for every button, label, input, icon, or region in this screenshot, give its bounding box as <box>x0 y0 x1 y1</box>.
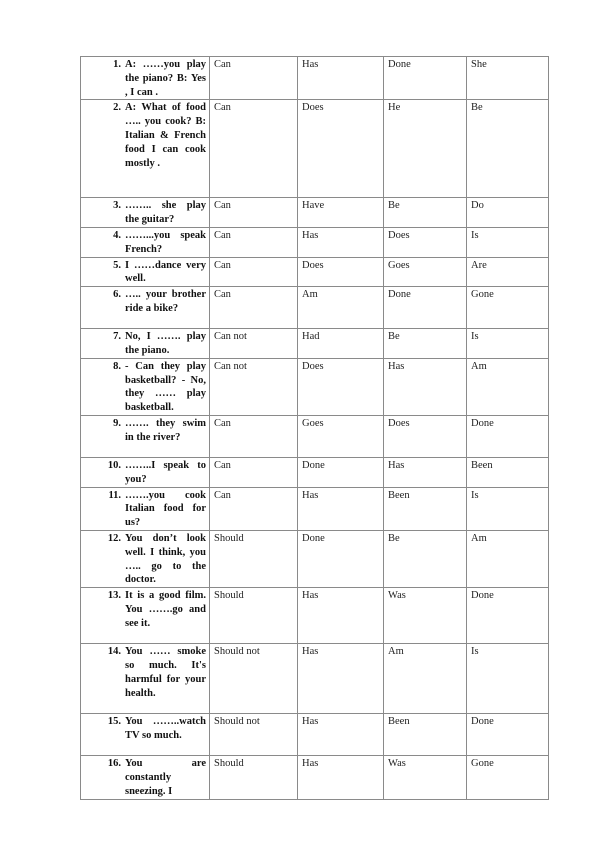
question-number: 15. <box>107 716 121 728</box>
answer-option: Had <box>298 329 384 359</box>
question-row <box>81 644 549 714</box>
answer-option: She <box>467 57 549 100</box>
question-row <box>81 588 549 644</box>
question-cell <box>81 287 210 329</box>
answer-option: Goes <box>298 415 384 457</box>
question-text: A: ……you play the piano? B: Yes , I can . <box>125 59 206 98</box>
answer-option: Is <box>467 329 549 359</box>
answer-option: Has <box>298 756 384 799</box>
answer-option: Gone <box>467 287 549 329</box>
answer-option: Was <box>384 756 467 799</box>
answer-option: Am <box>384 644 467 714</box>
question-number: 14. <box>107 646 121 658</box>
question-number: 11. <box>108 489 121 501</box>
question-row <box>81 198 549 228</box>
question-cell <box>81 329 210 359</box>
question-row <box>81 530 549 587</box>
answer-option: Has <box>298 714 384 756</box>
question-text: ……. they swim in the river? <box>125 417 206 443</box>
answer-option: Done <box>298 457 384 487</box>
answer-option: Is <box>467 487 549 530</box>
answer-option: Is <box>467 227 549 257</box>
answer-option: Has <box>298 644 384 714</box>
question-number: 10. <box>107 459 121 471</box>
question-number: 8. <box>113 360 121 372</box>
answer-option: Has <box>384 457 467 487</box>
answer-option: Can <box>210 415 298 457</box>
question-number: 7. <box>113 331 121 343</box>
question-text: You ……..watch TV so much. <box>125 716 206 741</box>
answer-option: Are <box>467 257 549 287</box>
question-text: It is a good film. You …….go and see it. <box>125 590 206 629</box>
answer-option: Can not <box>210 358 298 415</box>
question-text: - Can they play basketball? - No, they …… play basketball. <box>125 360 206 414</box>
answer-option: Been <box>384 714 467 756</box>
answer-option: Has <box>298 588 384 644</box>
question-text: …….. she play the guitar? <box>125 200 206 226</box>
question-row <box>81 487 549 530</box>
question-row <box>81 358 549 415</box>
answer-option: Was <box>384 588 467 644</box>
answer-option: Should not <box>210 644 298 714</box>
answer-option: Done <box>467 415 549 457</box>
question-number: 3. <box>113 200 121 212</box>
answer-option: Be <box>384 198 467 228</box>
question-cell <box>81 457 210 487</box>
question-text: ……..I speak to you? <box>125 459 206 485</box>
question-row <box>81 257 549 287</box>
question-text: No, I ……. play the piano. <box>125 331 206 356</box>
question-number: 13. <box>107 590 121 602</box>
answer-option: Done <box>467 588 549 644</box>
answer-option: Gone <box>467 756 549 799</box>
question-cell <box>81 257 210 287</box>
question-cell <box>81 57 210 100</box>
question-number: 4. <box>113 229 121 241</box>
answer-option: Done <box>298 530 384 587</box>
answer-option: Does <box>384 227 467 257</box>
question-text: You are constantly sneezing. I <box>125 758 206 797</box>
answer-option: Be <box>467 100 549 198</box>
answer-option: Have <box>298 198 384 228</box>
question-number: 12. <box>107 532 121 544</box>
question-text: ….. your brother ride a bike? <box>125 289 206 314</box>
answer-option: Has <box>298 227 384 257</box>
answer-option: Goes <box>384 257 467 287</box>
question-cell <box>81 714 210 756</box>
answer-option: Does <box>298 358 384 415</box>
answer-option: Does <box>384 415 467 457</box>
question-row <box>81 457 549 487</box>
question-row <box>81 714 549 756</box>
answer-option: Can <box>210 198 298 228</box>
question-text: I ……dance very well. <box>125 259 206 285</box>
question-row <box>81 227 549 257</box>
answer-option: Can <box>210 227 298 257</box>
answer-option: Has <box>298 487 384 530</box>
answer-option: Can not <box>210 329 298 359</box>
question-row <box>81 100 549 198</box>
answer-option: Can <box>210 487 298 530</box>
question-cell <box>81 358 210 415</box>
answer-option: Should <box>210 530 298 587</box>
question-text: A: What of food ….. you cook? B: Italian & French food I can cook mostly . <box>125 102 206 169</box>
question-number: 5. <box>113 259 121 271</box>
answer-option: Should <box>210 588 298 644</box>
answer-option: Be <box>384 530 467 587</box>
answer-option: Should not <box>210 714 298 756</box>
answer-option: Can <box>210 257 298 287</box>
answer-option: Be <box>384 329 467 359</box>
question-cell <box>81 415 210 457</box>
quiz-table-body <box>81 57 549 800</box>
answer-option: Should <box>210 756 298 799</box>
question-number: 2. <box>113 102 121 114</box>
answer-option: Can <box>210 287 298 329</box>
answer-option: Can <box>210 100 298 198</box>
question-cell <box>81 644 210 714</box>
answer-option: Do <box>467 198 549 228</box>
answer-option: Done <box>467 714 549 756</box>
answer-option: Does <box>298 100 384 198</box>
question-cell <box>81 530 210 587</box>
question-row <box>81 329 549 359</box>
question-cell <box>81 756 210 799</box>
question-number: 6. <box>113 289 121 301</box>
question-text: …….you cook Italian food for us? <box>125 489 206 529</box>
question-text: You don’t look well. I think, you ….. go to the doctor. <box>125 532 206 586</box>
answer-option: Done <box>384 287 467 329</box>
question-cell <box>81 588 210 644</box>
quiz-table <box>80 56 549 800</box>
answer-option: Has <box>298 57 384 100</box>
question-row <box>81 756 549 799</box>
answer-option: Done <box>384 57 467 100</box>
answer-option: Has <box>384 358 467 415</box>
question-number: 16. <box>107 758 121 770</box>
question-cell <box>81 487 210 530</box>
question-cell <box>81 227 210 257</box>
question-text: ……...you speak French? <box>125 229 206 255</box>
question-cell <box>81 198 210 228</box>
question-row <box>81 415 549 457</box>
question-row <box>81 57 549 100</box>
question-text: You …… smoke so much. It's harmful for your health. <box>125 646 206 699</box>
answer-option: Am <box>467 530 549 587</box>
answer-option: Been <box>467 457 549 487</box>
answer-option: Been <box>384 487 467 530</box>
question-cell <box>81 100 210 198</box>
question-number: 1. <box>113 59 121 70</box>
answer-option: Am <box>467 358 549 415</box>
answer-option: Can <box>210 57 298 100</box>
answer-option: Does <box>298 257 384 287</box>
answer-option: Is <box>467 644 549 714</box>
question-row <box>81 287 549 329</box>
answer-option: Can <box>210 457 298 487</box>
answer-option: Am <box>298 287 384 329</box>
answer-option: He <box>384 100 467 198</box>
question-number: 9. <box>113 417 121 429</box>
